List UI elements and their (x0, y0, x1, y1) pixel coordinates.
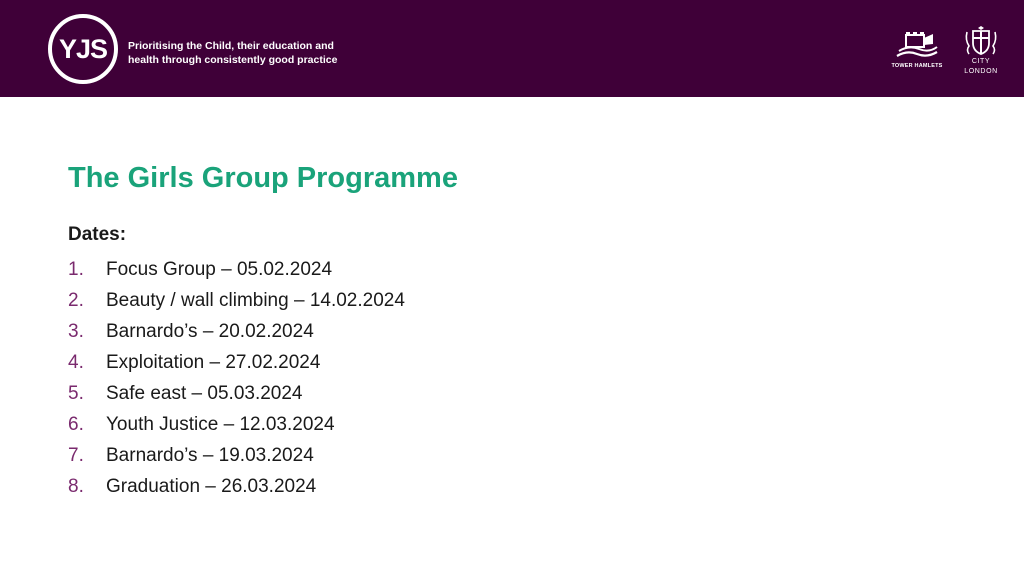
list-item (68, 471, 405, 502)
list-text: Focus Group – 05.02.2024 (106, 258, 333, 280)
list-text: Beauty / wall climbing – 14.02.2024 (106, 289, 405, 311)
list-item (68, 254, 405, 285)
list-item (68, 347, 405, 378)
tagline (128, 39, 337, 67)
yjs-logo-text: YJS (58, 33, 108, 64)
tower-hamlets-label: TOWER HAMLETS (891, 63, 943, 69)
city-of-london-crest-icon (963, 26, 999, 56)
tower-hamlets-icon (893, 30, 941, 60)
list-text: Barnardo’s – 20.02.2024 (106, 320, 314, 342)
list-number: 5. (68, 382, 84, 404)
list-text: Safe east – 05.03.2024 (106, 382, 303, 404)
list-number: 6. (68, 413, 84, 435)
list-text: Exploitation – 27.02.2024 (106, 351, 321, 373)
city-label-line-2: LONDON (964, 68, 998, 75)
list-number: 3. (68, 320, 84, 342)
list-item (68, 285, 405, 316)
dates-list (68, 254, 405, 502)
city-of-london-logo (960, 26, 1002, 76)
city-label-line-1: CITY (971, 58, 991, 65)
tagline-line-1: Prioritising the Child, their education and (128, 40, 334, 52)
list-text: Graduation – 26.03.2024 (106, 475, 317, 497)
list-number: 8. (68, 475, 84, 497)
list-item (68, 378, 405, 409)
list-item (68, 440, 405, 471)
list-item (68, 409, 405, 440)
dates-heading: Dates: (68, 224, 127, 245)
list-number: 4. (68, 351, 84, 373)
tower-hamlets-logo (886, 30, 948, 70)
list-number: 7. (68, 444, 84, 466)
header-banner (0, 0, 1024, 97)
list-item (68, 316, 405, 347)
list-text: Youth Justice – 12.03.2024 (106, 413, 335, 435)
yjs-logo (48, 14, 118, 84)
page-title: The Girls Group Programme (68, 162, 458, 194)
list-text: Barnardo’s – 19.03.2024 (106, 444, 314, 466)
list-number: 2. (68, 289, 84, 311)
tagline-line-2: health through consistently good practice (128, 54, 338, 66)
list-number: 1. (68, 258, 84, 280)
